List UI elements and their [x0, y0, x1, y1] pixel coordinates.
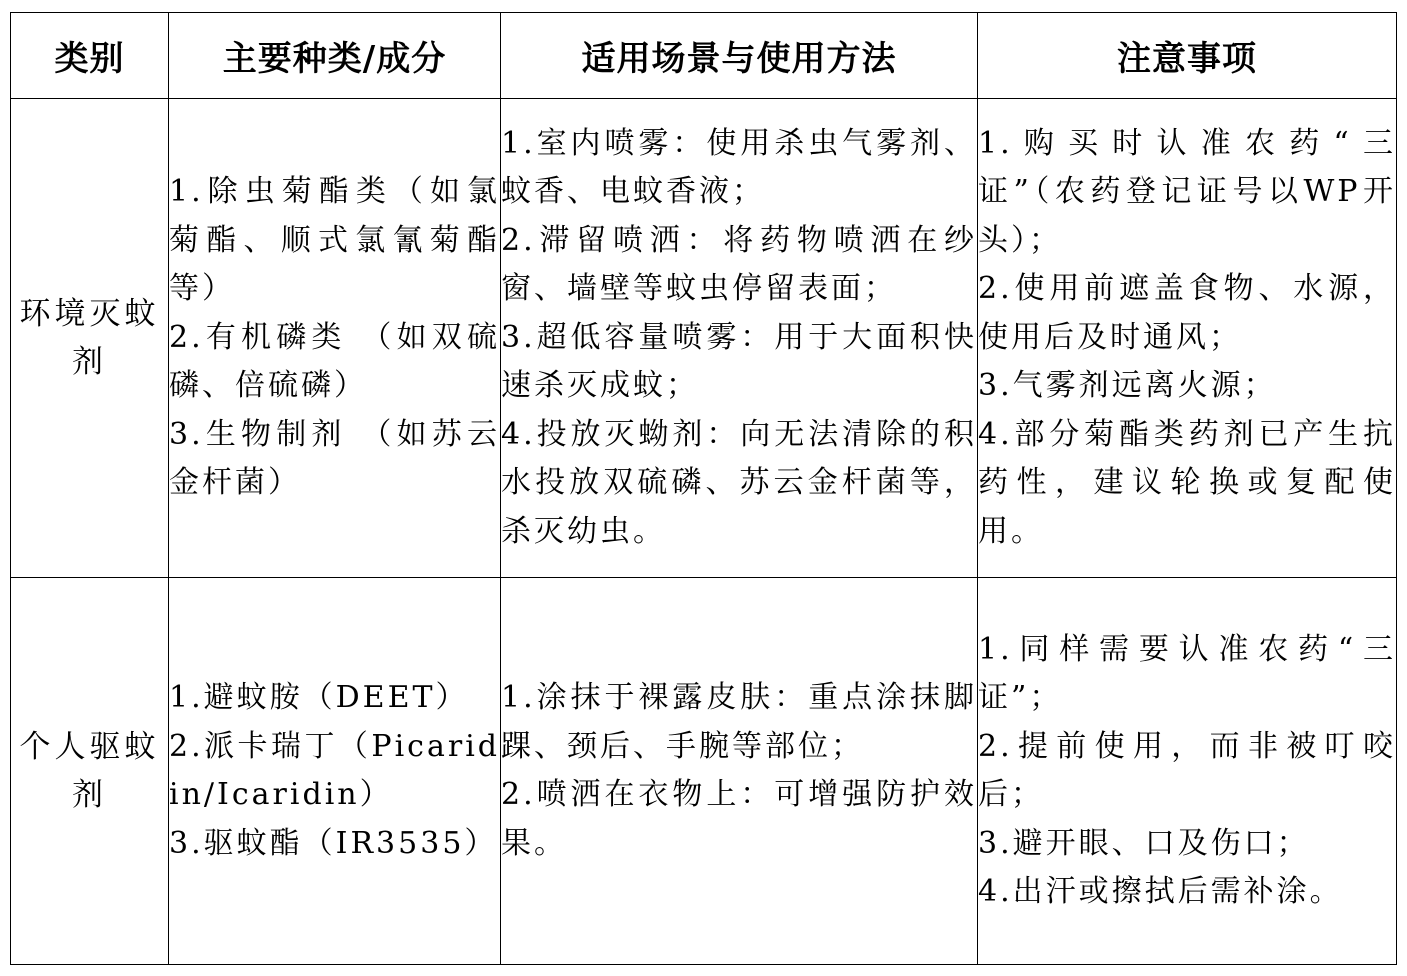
category-cell: 环境灭蚊剂	[11, 99, 169, 578]
list-item: 1.涂抹于裸露皮肤：重点涂抹脚踝、颈后、手腕等部位；	[501, 680, 977, 764]
table-row	[11, 578, 1397, 965]
list-item: 3.生物制剂 （如苏云金杆菌）	[169, 416, 500, 501]
list-item: 2.喷洒在衣物上：可增强防护效果。	[501, 777, 977, 861]
table-row	[11, 99, 1397, 578]
table-header-row	[11, 13, 1397, 99]
types-cell	[169, 99, 501, 578]
list-item: 2.滞留喷洒：将药物喷洒在纱窗、墙壁等蚊虫停留表面；	[501, 222, 977, 307]
category-cell: 个人驱蚊剂	[11, 578, 169, 965]
list-item: 3.超低容量喷雾：用于大面积快速杀灭成蚊；	[501, 319, 977, 404]
list-item: 3.驱蚊酯（IR3535）	[169, 825, 498, 861]
list-item: 2.派卡瑞丁（Picaridin/Icaridin）	[169, 728, 500, 812]
notes-cell	[978, 578, 1397, 965]
list-item: 4.出汗或擦拭后需补涂。	[978, 874, 1343, 909]
list-item: 3.气雾剂远离火源；	[978, 368, 1277, 404]
list-item: 2.有机磷类 （如双硫磷、倍硫磷）	[169, 319, 500, 404]
list-item: 1.避蚊胺（DEET）	[169, 680, 469, 715]
insecticide-table	[10, 12, 1397, 965]
list-item: 1.购买时认准农药“三证”（农药登记证号以WP开头）；	[978, 125, 1396, 258]
header-notes: 注意事项	[978, 13, 1397, 99]
header-category: 类别	[11, 13, 169, 99]
notes-cell	[978, 99, 1397, 578]
usage-cell	[501, 99, 978, 578]
header-types: 主要种类/成分	[169, 13, 501, 99]
list-item: 4.投放灭蚴剂：向无法清除的积水投放双硫磷、苏云金杆菌等，杀灭幼虫。	[501, 416, 977, 549]
list-item: 4.部分菊酯类药剂已产生抗药性，建议轮换或复配使用。	[978, 416, 1396, 549]
list-item: 1.室内喷雾：使用杀虫气雾剂、蚊香、电蚊香液；	[501, 125, 977, 210]
list-item: 1.除虫菊酯类（如氯菊酯、顺式氯氰菊酯等）	[169, 174, 500, 307]
list-item: 1.同样需要认准农药“三证”；	[978, 631, 1396, 715]
list-item: 3.避开眼、口及伤口；	[978, 825, 1310, 861]
usage-cell	[501, 578, 978, 965]
types-cell	[169, 578, 501, 965]
list-item: 2.使用前遮盖食物、水源，使用后及时通风；	[978, 271, 1396, 355]
list-item: 2.提前使用，而非被叮咬后；	[978, 728, 1396, 812]
header-usage: 适用场景与使用方法	[501, 13, 978, 99]
